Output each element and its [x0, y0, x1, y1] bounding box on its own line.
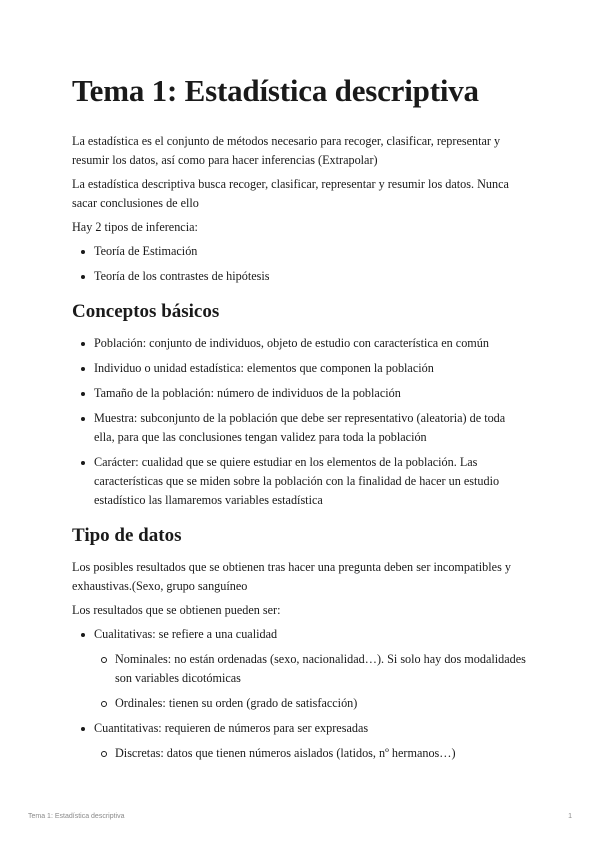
list-item [72, 719, 528, 763]
list-item: Teoría de Estimación [72, 242, 528, 261]
list-item [72, 625, 528, 713]
footer-title: Tema 1: Estadística descriptiva [28, 813, 125, 820]
section-heading: Conceptos básicos [72, 301, 220, 322]
inference-list [72, 242, 528, 286]
section-conceptos [72, 300, 528, 510]
intro-paragraph: La estadística descriptiva busca recoger, clasificar, representar y resumir los datos. Nunca sacar conclusiones de ello [72, 177, 509, 210]
list-item: Individuo o unidad estadística: elementos que componen la población [72, 359, 528, 378]
list-item: Población: conjunto de individuos, objeto de estudio con característica en común [72, 334, 528, 353]
concepts-list [72, 334, 528, 510]
section-heading: Tipo de datos [72, 525, 182, 546]
page-title: Tema 1: Estadística descriptiva [72, 73, 479, 108]
intro-paragraph: La estadística es el conjunto de métodos necesario para recoger, clasificar, representar y resumir los datos, así como para hacer inferencias (Extrapolar) [72, 134, 501, 167]
data-types-list [72, 625, 528, 763]
sublist-item: Ordinales: tienen su orden (grado de satisfacción) [94, 694, 528, 713]
section-tipos [72, 524, 528, 763]
sublist [94, 744, 528, 763]
list-item: Muestra: subconjunto de la población que debe ser representativo (aleatoria) de toda ella, para que las conclusiones tengan validez para toda la población [72, 409, 528, 447]
list-item: Teoría de los contrastes de hipótesis [72, 267, 528, 286]
list-item-label: Cuantitativas: requieren de números para ser expresadas [94, 721, 369, 735]
document-page [72, 72, 528, 769]
section-paragraph: Los resultados que se obtienen pueden ser: [72, 603, 281, 617]
sublist [94, 650, 528, 713]
intro-paragraph: Hay 2 tipos de inferencia: [72, 220, 198, 234]
section-paragraph: Los posibles resultados que se obtienen tras hacer una pregunta deben ser incompatibles y exhaustivas.(Sexo, grupo sanguíneo [72, 560, 511, 593]
list-item: Carácter: cualidad que se quiere estudiar en los elementos de la población. Las características que se miden sobre la población con la finalidad de hacer un estudio estadístico las llamaremos variables estadística [72, 453, 528, 510]
list-item-label: Cualitativas: se refiere a una cualidad [94, 627, 278, 641]
page-footer [28, 813, 572, 820]
list-item: Tamaño de la población: número de individuos de la población [72, 384, 528, 403]
sublist-item: Nominales: no están ordenadas (sexo, nacionalidad…). Si solo hay dos modalidades son variables dicotómicas [94, 650, 528, 688]
sublist-item: Discretas: datos que tienen números aislados (latidos, nº hermanos…) [94, 744, 528, 763]
page-number: 1 [568, 813, 572, 820]
